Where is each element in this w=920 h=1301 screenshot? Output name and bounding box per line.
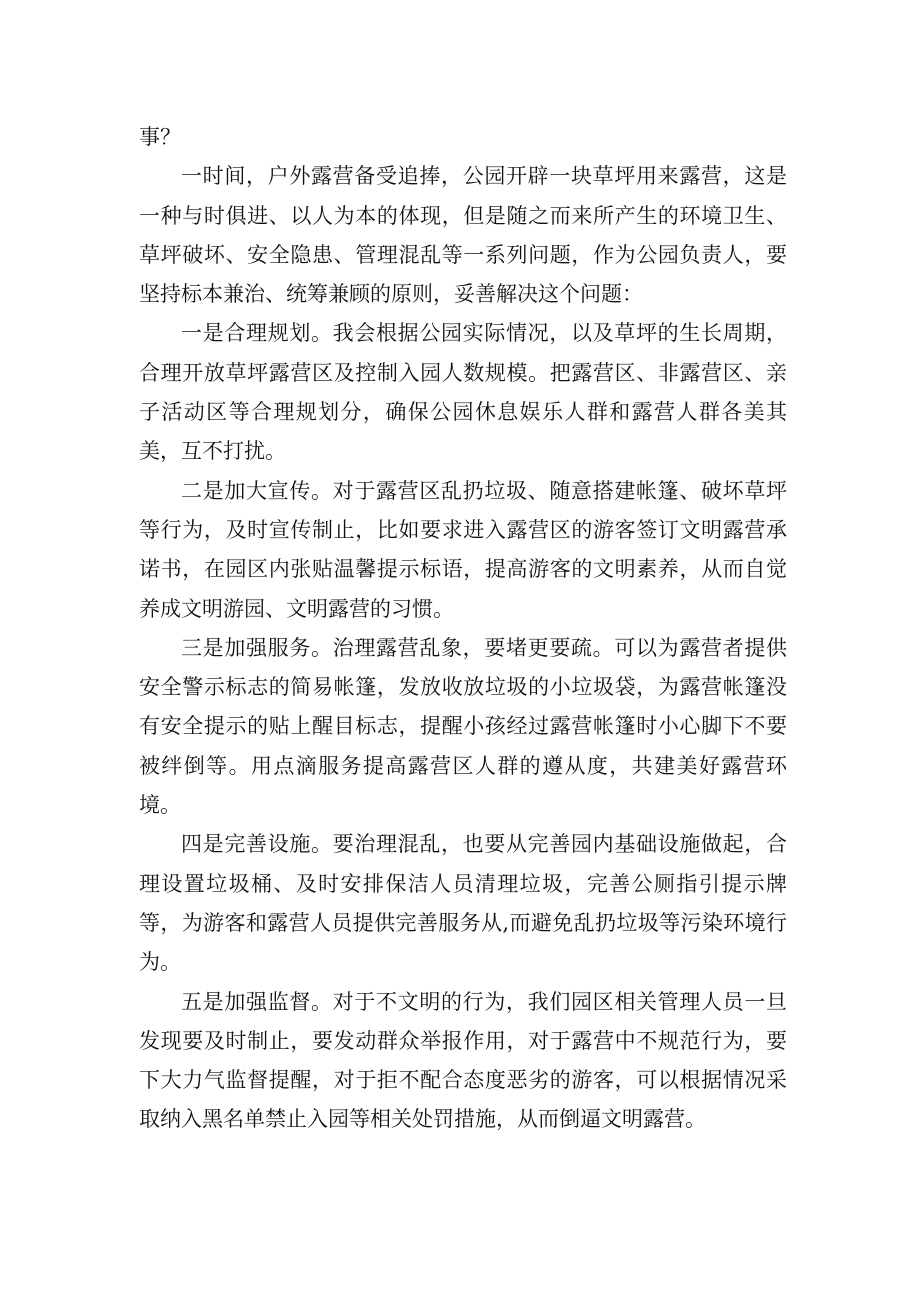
paragraph-continuation: 事？ bbox=[139, 125, 181, 149]
paragraph-supervision: 五是加强监督。对于不文明的行为，我们园区相关管理人员一旦发现要及时制止，要发动群众举报作用，对于露营中不规范行为，要下大力气监督提醒，对于拒不配合态度恶劣的游客，可以根据情况采取纳入黑名单禁止入园等相关处罚措施，从而倒逼文明露营。 bbox=[139, 989, 787, 1132]
paragraph-intro: 一时间，户外露营备受追捧，公园开辟一块草坪用来露营，这是一种与时俱进、以人为本的体现，但是随之而来所产生的环境卫生、草坪破坏、安全隐患、管理混乱等一系列问题，作为公园负责人，要坚持标本兼治、统筹兼顾的原则，妥善解决这个问题： bbox=[139, 164, 787, 307]
paragraph-service: 三是加强服务。治理露营乱象，要堵更要疏。可以为露营者提供安全警示标志的简易帐篷，发放收放垃圾的小垃圾袋，为露营帐篷没有安全提示的贴上醒目标志，提醒小孩经过露营帐篷时小心脚下不要被绊倒等。用点滴服务提高露营区人群的遵从度，共建美好露营环境。 bbox=[139, 635, 787, 818]
document-body bbox=[139, 118, 787, 1140]
paragraph-facilities: 四是完善设施。要治理混乱，也要从完善园内基础设施做起，合理设置垃圾桶、及时安排保洁人员清理垃圾，完善公厕指引提示牌等，为游客和露营人员提供完善服务从,而避免乱扔垃圾等污染环境行为。 bbox=[139, 832, 787, 975]
paragraph-publicity: 二是加大宣传。对于露营区乱扔垃圾、随意搭建帐篷、破坏草坪等行为，及时宣传制止，比如要求进入露营区的游客签订文明露营承诺书，在园区内张贴温馨提示标语，提高游客的文明素养，从而自觉养成文明游园、文明露营的习惯。 bbox=[139, 478, 787, 621]
paragraph-planning: 一是合理规划。我会根据公园实际情况，以及草坪的生长周期，合理开放草坪露营区及控制入园人数规模。把露营区、非露营区、亲子活动区等合理规划分，确保公园休息娱乐人群和露营人群各美其美，互不打扰。 bbox=[139, 321, 787, 464]
